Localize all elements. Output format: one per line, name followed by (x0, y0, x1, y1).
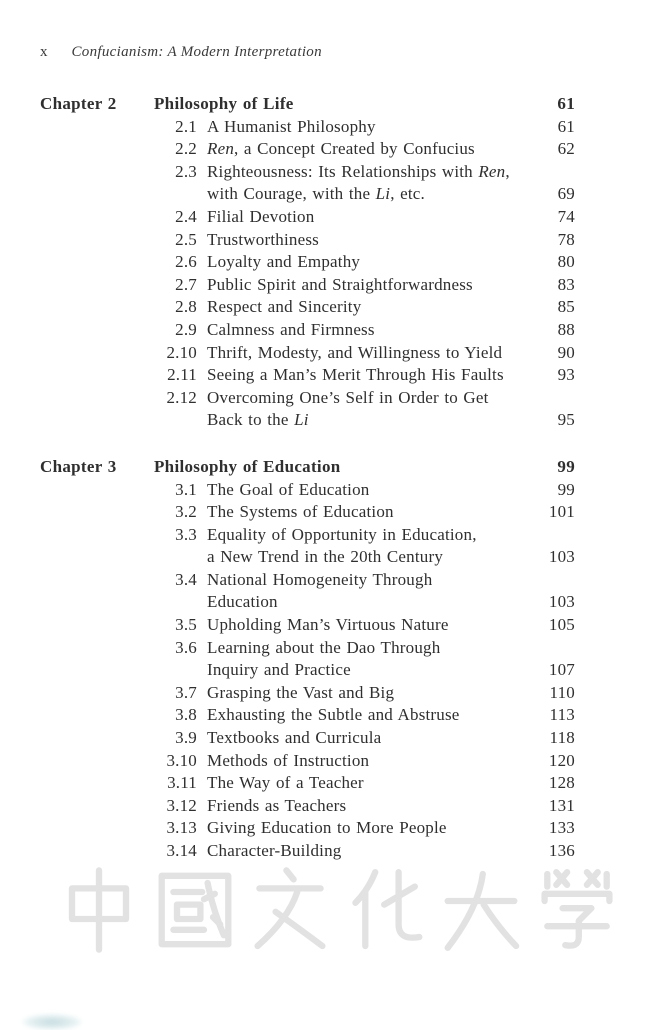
toc-entry-line (40, 364, 575, 387)
chapter-page-number: 61 (557, 94, 575, 113)
entry-indent (40, 637, 154, 660)
toc-entry-line (40, 161, 575, 184)
entry-number (154, 546, 197, 569)
chapter-heading-row (40, 456, 575, 479)
entry-title: Back to the Li (207, 410, 309, 430)
toc-entry-line (40, 569, 575, 592)
entry-title: Seeing a Man’s Merit Through His Faults (207, 365, 504, 385)
entry-indent (40, 795, 154, 818)
entry-number: 2.5 (175, 229, 197, 249)
entry-indent (40, 840, 154, 863)
entry-number: 2.6 (175, 252, 197, 272)
entry-page-number: 118 (549, 728, 575, 748)
entry-page-number: 113 (549, 705, 575, 725)
entry-title: Trustworthiness (207, 229, 319, 249)
toc-entry-line (40, 840, 575, 863)
entry-page-number: 85 (557, 297, 575, 317)
entry-number: 2.1 (175, 116, 197, 136)
entry-indent (40, 479, 154, 502)
entry-number: 2.8 (175, 297, 197, 317)
toc-entry-line (40, 409, 575, 432)
entry-indent (40, 817, 154, 840)
entry-title: Respect and Sincerity (207, 297, 362, 317)
entry-number: 2.9 (175, 319, 197, 339)
entry-number (154, 659, 197, 682)
entry-page-number (527, 569, 575, 592)
watermark (54, 860, 622, 960)
entry-indent (40, 319, 154, 342)
chapter-block (40, 93, 575, 432)
entry-title: Calmness and Firmness (207, 319, 375, 339)
entry-indent (40, 772, 154, 795)
entry-title: a New Trend in the 20th Century (207, 547, 444, 567)
entry-indent (40, 206, 154, 229)
entry-title: Loyalty and Empathy (207, 252, 361, 272)
toc-entry-line (40, 183, 575, 206)
watermark-char-zhong (54, 862, 144, 958)
toc-entry-line (40, 772, 575, 795)
entry-indent (40, 614, 154, 637)
entry-page-number: 83 (557, 274, 575, 294)
entry-page-number (527, 161, 575, 184)
toc-entry-line (40, 206, 575, 229)
entry-number: 2.12 (166, 387, 197, 407)
entry-number: 3.2 (175, 502, 197, 522)
toc-entry-line (40, 637, 575, 660)
scan-artifact (22, 1014, 82, 1030)
entry-indent (40, 569, 154, 592)
entry-page-number: 88 (557, 319, 575, 339)
entry-number: 2.4 (175, 206, 197, 226)
entry-number: 3.1 (175, 479, 197, 499)
toc-entry-line (40, 387, 575, 410)
toc-entry-line (40, 659, 575, 682)
toc-entry-line (40, 296, 575, 319)
entry-number (154, 591, 197, 614)
entry-number: 2.2 (175, 139, 197, 159)
entry-number: 3.8 (175, 705, 197, 725)
entry-number: 2.11 (167, 365, 197, 385)
toc-entry-line (40, 501, 575, 524)
toc-entry-line (40, 546, 575, 569)
running-title: Confucianism: A Modern Interpretation (71, 44, 322, 60)
chapter-block (40, 456, 575, 863)
entry-title: A Humanist Philosophy (207, 116, 376, 136)
entry-title: Inquiry and Practice (207, 660, 351, 680)
entry-page-number: 110 (549, 682, 575, 702)
watermark-char-xue (532, 862, 622, 958)
entry-indent (40, 546, 154, 569)
entry-number: 3.7 (175, 682, 197, 702)
table-of-contents (40, 93, 575, 863)
entry-title: National Homogeneity Through (207, 569, 433, 589)
entry-number: 3.3 (175, 524, 197, 544)
entry-title: Ren, a Concept Created by Confucius (207, 139, 475, 159)
entry-indent (40, 501, 154, 524)
entry-indent (40, 524, 154, 547)
entry-page-number (527, 387, 575, 410)
entry-page-number: 131 (548, 795, 575, 815)
entry-indent (40, 409, 154, 432)
entry-page-number: 105 (548, 615, 575, 635)
chapter-title: Philosophy of Life (154, 94, 294, 113)
toc-entry-line (40, 591, 575, 614)
entry-title: Education (207, 592, 278, 612)
entry-number (154, 183, 197, 206)
entry-page-number: 107 (548, 660, 575, 680)
entry-indent (40, 387, 154, 410)
entry-indent (40, 183, 154, 206)
toc-entry-line (40, 704, 575, 727)
toc-entry-line (40, 682, 575, 705)
entry-indent (40, 591, 154, 614)
entry-indent (40, 342, 154, 365)
entry-indent (40, 750, 154, 773)
watermark-char-hua (341, 862, 431, 958)
entry-title: Filial Devotion (207, 206, 315, 226)
entry-number: 2.7 (175, 274, 197, 294)
entry-title: Thrift, Modesty, and Willingness to Yield (207, 342, 503, 362)
entry-indent (40, 161, 154, 184)
entry-page-number: 136 (548, 841, 575, 860)
entry-title: Learning about the Dao Through (207, 637, 441, 657)
entry-page-number: 74 (557, 206, 575, 226)
entry-page-number: 128 (548, 773, 575, 793)
entry-indent (40, 296, 154, 319)
entry-number: 3.10 (166, 750, 197, 770)
entry-title: Overcoming One’s Self in Order to Get (207, 387, 489, 407)
entry-indent (40, 229, 154, 252)
entry-page-number: 95 (557, 410, 575, 430)
entry-page-number: 99 (557, 479, 575, 499)
toc-entry-line (40, 524, 575, 547)
running-header (40, 44, 606, 61)
entry-number: 3.9 (175, 728, 197, 748)
entry-title: Exhausting the Subtle and Abstruse (207, 705, 460, 725)
entry-indent (40, 138, 154, 161)
entry-indent (40, 682, 154, 705)
toc-entry-line (40, 229, 575, 252)
chapter-heading-row (40, 93, 575, 116)
entry-number (154, 409, 197, 432)
entry-title: Equality of Opportunity in Education, (207, 524, 477, 544)
entry-title: Righteousness: Its Relationships with Ren, (207, 161, 510, 181)
toc-entry-line (40, 274, 575, 297)
entry-indent (40, 704, 154, 727)
entry-title: with Courage, with the Li, etc. (207, 184, 425, 204)
watermark-text (54, 910, 55, 911)
toc-entry-line (40, 750, 575, 773)
entry-page-number: 90 (557, 342, 575, 362)
entry-page-number: 103 (548, 547, 575, 567)
toc-entry-line (40, 795, 575, 818)
toc-entry-line (40, 138, 575, 161)
entry-page-number (527, 637, 575, 660)
entry-number: 3.11 (167, 773, 197, 793)
entry-number: 3.4 (175, 569, 197, 589)
entry-indent (40, 727, 154, 750)
toc-entry-line (40, 614, 575, 637)
chapter-label: Chapter 3 (40, 456, 117, 476)
chapter-title: Philosophy of Education (154, 456, 341, 476)
entry-page-number: 103 (548, 592, 575, 612)
entry-title: Friends as Teachers (207, 795, 347, 815)
entry-page-number: 61 (557, 116, 575, 136)
entry-number: 3.14 (166, 841, 197, 860)
entry-title: Public Spirit and Straightforwardness (207, 274, 473, 294)
entry-title: Methods of Instruction (207, 750, 370, 770)
entry-page-number: 120 (548, 750, 575, 770)
toc-entry-line (40, 342, 575, 365)
folio-page-number: x (40, 44, 48, 60)
entry-title: The Systems of Education (207, 502, 394, 522)
entry-indent (40, 659, 154, 682)
toc-entry-line (40, 727, 575, 750)
entry-page-number (527, 524, 575, 547)
chapter-page-number: 99 (557, 456, 575, 476)
entry-title: Character-Building (207, 841, 342, 860)
entry-title: Textbooks and Curricula (207, 728, 382, 748)
entry-indent (40, 364, 154, 387)
toc-entry-line (40, 116, 575, 139)
toc-entry-line (40, 251, 575, 274)
entry-page-number: 62 (557, 139, 575, 159)
watermark-char-guo (150, 862, 240, 958)
entry-title: The Way of a Teacher (207, 773, 364, 793)
watermark-char-da (436, 862, 526, 958)
entry-number: 3.12 (166, 795, 197, 815)
entry-title: Upholding Man’s Virtuous Nature (207, 615, 449, 635)
entry-title: Giving Education to More People (207, 818, 447, 838)
toc-entry-line (40, 817, 575, 840)
entry-page-number: 80 (557, 252, 575, 272)
entry-page-number: 133 (548, 818, 575, 838)
entry-page-number: 101 (548, 502, 575, 522)
entry-title: The Goal of Education (207, 479, 370, 499)
entry-page-number: 78 (557, 229, 575, 249)
entry-title: Grasping the Vast and Big (207, 682, 395, 702)
entry-number: 3.6 (175, 637, 197, 657)
entry-indent (40, 251, 154, 274)
entry-indent (40, 274, 154, 297)
entry-page-number: 93 (557, 365, 575, 385)
entry-indent (40, 116, 154, 139)
toc-entry-line (40, 479, 575, 502)
watermark-char-wen (245, 862, 335, 958)
entry-number: 2.10 (166, 342, 197, 362)
toc-entry-line (40, 319, 575, 342)
entry-number: 3.13 (166, 818, 197, 838)
entry-number: 3.5 (175, 615, 197, 635)
entry-number: 2.3 (175, 161, 197, 181)
chapter-label: Chapter 2 (40, 94, 117, 113)
entry-page-number: 69 (557, 184, 575, 204)
